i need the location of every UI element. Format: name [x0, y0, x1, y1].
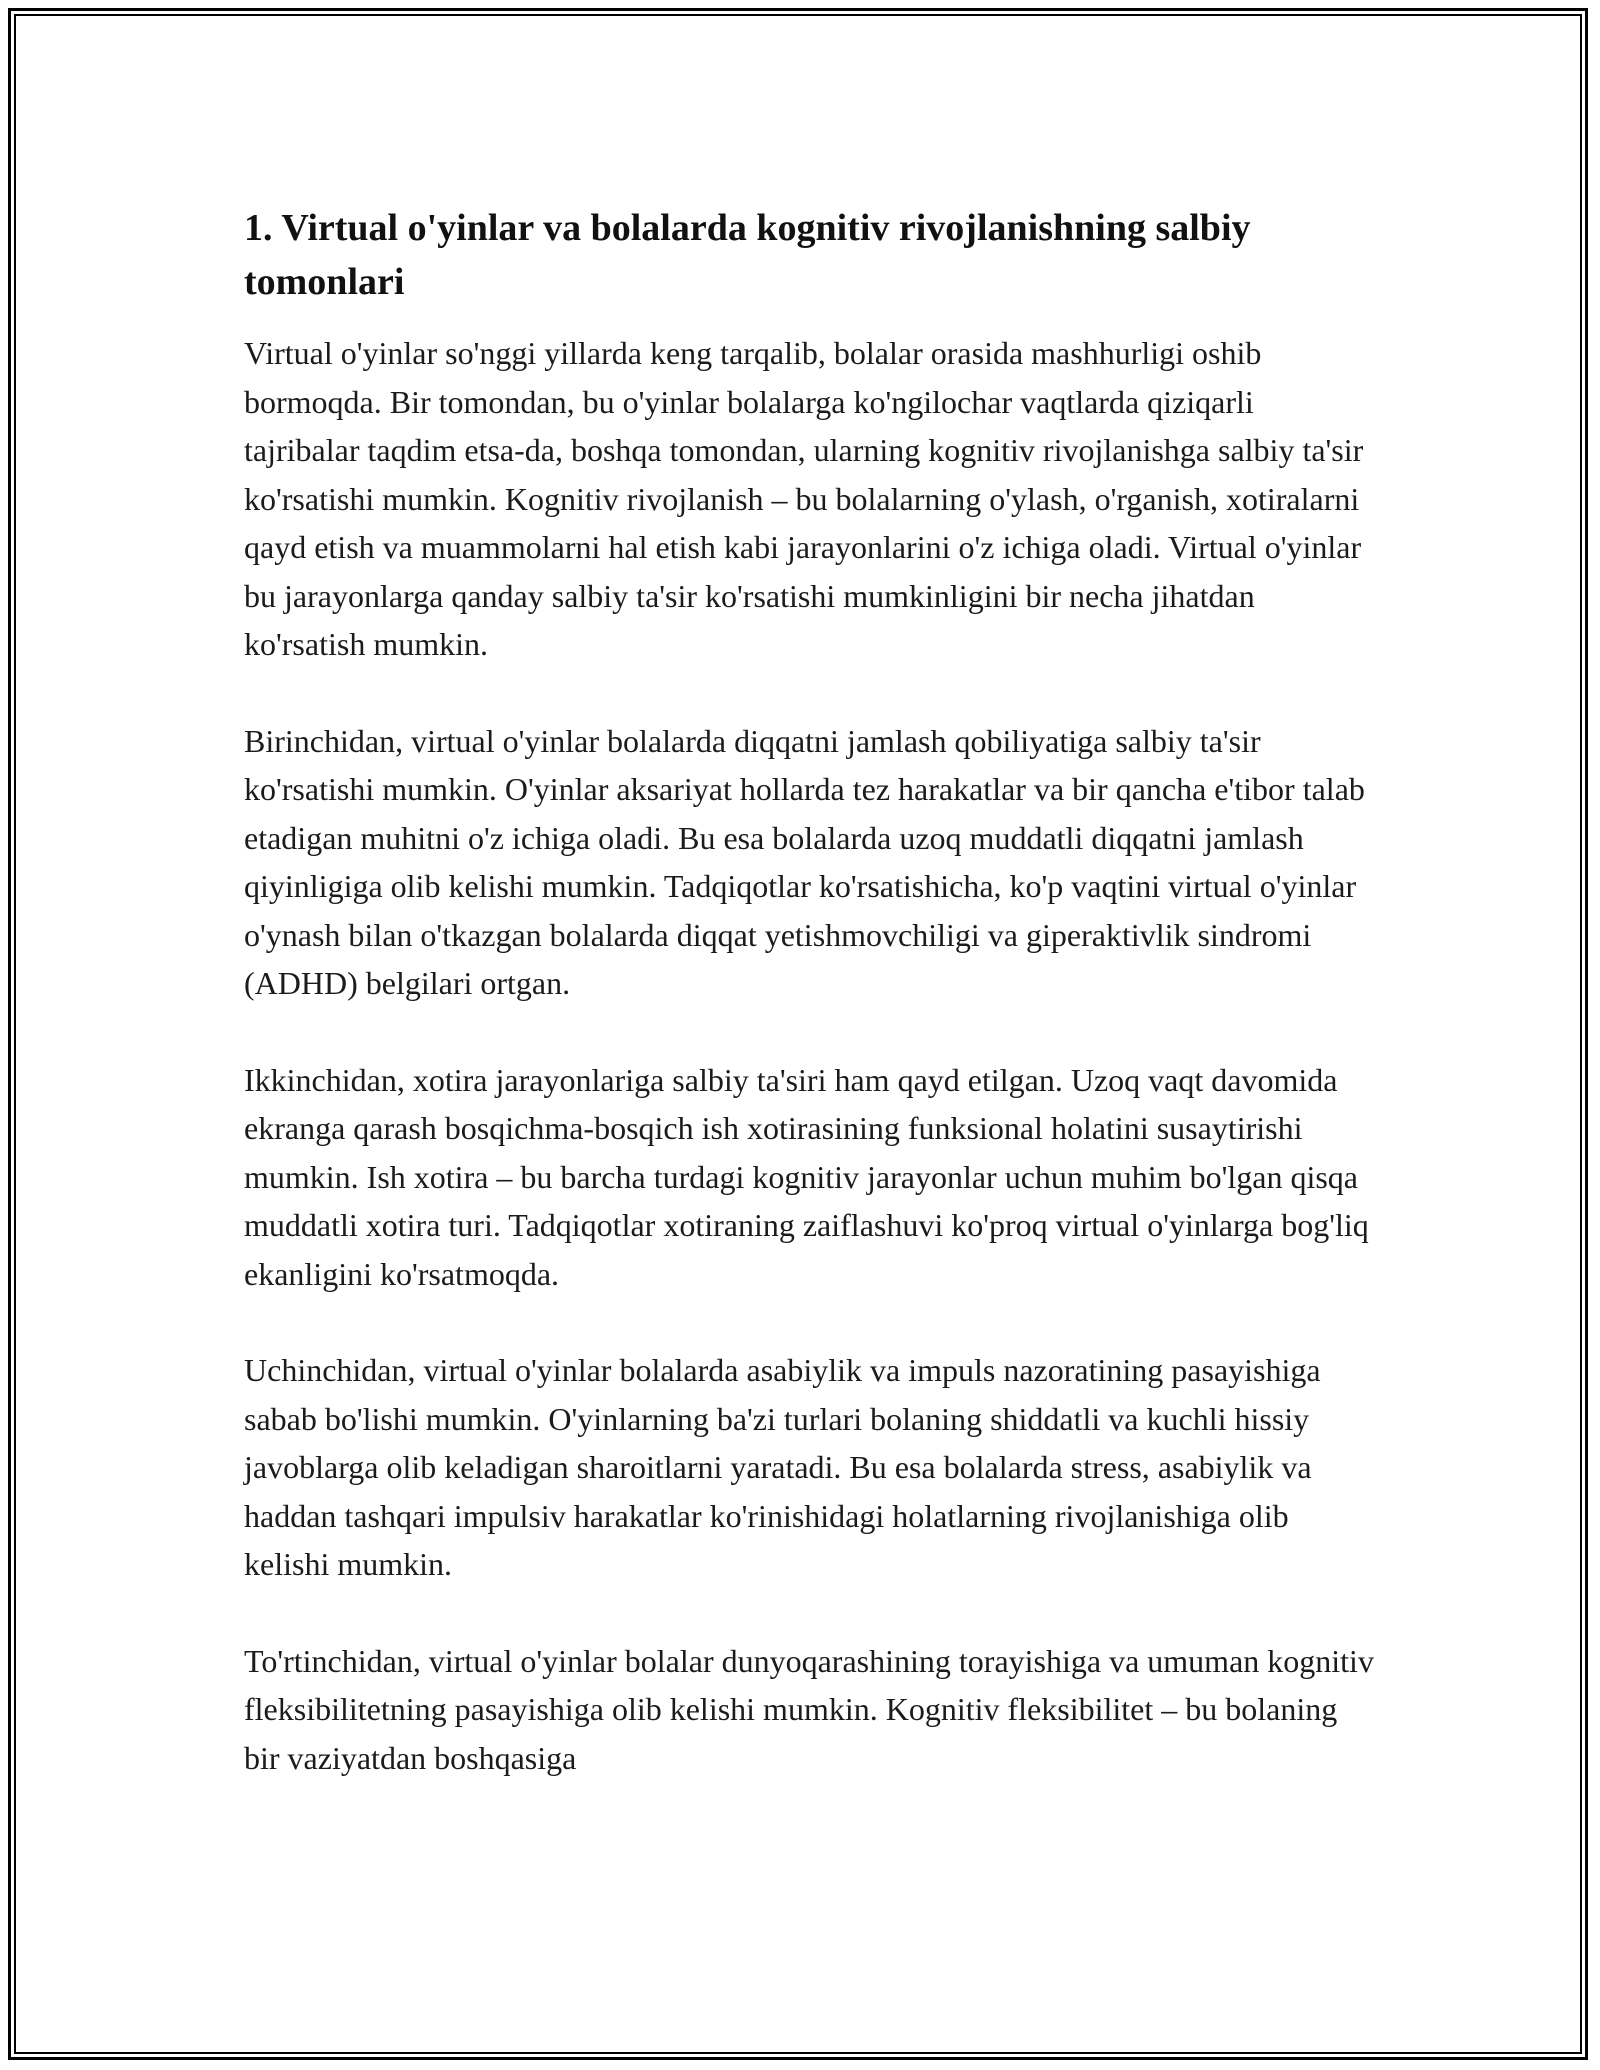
paragraph-flexibility: To'rtinchidan, virtual o'yinlar bolalar dunyoqarashining torayishiga va umuman kognitiv fleksibilitetning pasayishiga olib kelishi mumkin. Kognitiv fleksibilitet – bu bolaning bir vaziyatdan boshqasiga	[244, 1642, 1374, 1776]
section-title: 1. Virtual o'yinlar va bolalarda kognitiv rivojlanishning salbiy tomonlari	[244, 207, 1251, 303]
paragraph-impulse: Uchinchidan, virtual o'yinlar bolalarda asabiylik va impuls nazoratining pasayishiga sabab bo'lishi mumkin. O'yinlarning ba'zi turlari bolaning shiddatli va kuchli hissiy javoblarga olib keladigan sharoitlarni yaratadi. Bu esa bolalarda stress, asabiylik va haddan tashqari impulsiv harakatlar ko'rinishidagi holatlarning rivojlanishiga olib kelishi mumkin.	[244, 1352, 1321, 1582]
paragraph-memory: Ikkinchidan, xotira jarayonlariga salbiy ta'siri ham qayd etilgan. Uzoq vaqt davomida ekranga qarash bosqichma-bosqich ish xotirasining funksional holatini susaytirishi mumkin. Ish xotira – bu barcha turdagi kognitiv jarayonlar uchun muhim bo'lgan qisqa muddatli xotira turi. Tadqiqotlar xotiraning zaiflashuvi ko'proq virtual o'yinlarga bog'liq ekanligini ko'rsatmoqda.	[244, 1061, 1369, 1292]
paragraph-intro: Virtual o'yinlar so'nggi yillarda keng tarqalib, bolalar orasida mashhurligi oshib bormoqda. Bir tomondan, bu o'yinlar bolalarga ko'ngilochar vaqtlarda qiziqarli tajribalar taqdim etsa-da, boshqa tomondan, ularning kognitiv rivojlanishga salbiy ta'sir ko'rsatishi mumkin. Kognitiv rivojlanish – bu bolalarning o'ylash, o'rganish, xotiralarni qayd etish va muammolarni hal etish kabi jarayonlarini o'z ichiga oladi. Virtual o'yinlar bu jarayonlarga qanday salbiy ta'sir ko'rsatishi mumkinligini bir necha jihatdan ko'rsatish mumkin.	[244, 335, 1364, 662]
document-body	[244, 201, 1374, 1830]
page-frame	[8, 8, 1588, 2060]
paragraph-attention: Birinchidan, virtual o'yinlar bolalarda diqqatni jamlash qobiliyatiga salbiy ta'sir ko'rsatishi mumkin. O'yinlar aksariyat hollarda tez harakatlar va bir qancha e'tibor talab etadigan muhitni o'z ichiga oladi. Bu esa bolalarda uzoq muddatli diqqatni jamlash qiyinligiga olib kelishi mumkin. Tadqiqotlar ko'rsatishicha, ko'p vaqtini virtual o'yinlar o'ynash bilan o'tkazgan bolalarda diqqat yetishmovchiligi va giperaktivlik sindromi (ADHD) belgilari ortgan.	[244, 722, 1365, 1001]
